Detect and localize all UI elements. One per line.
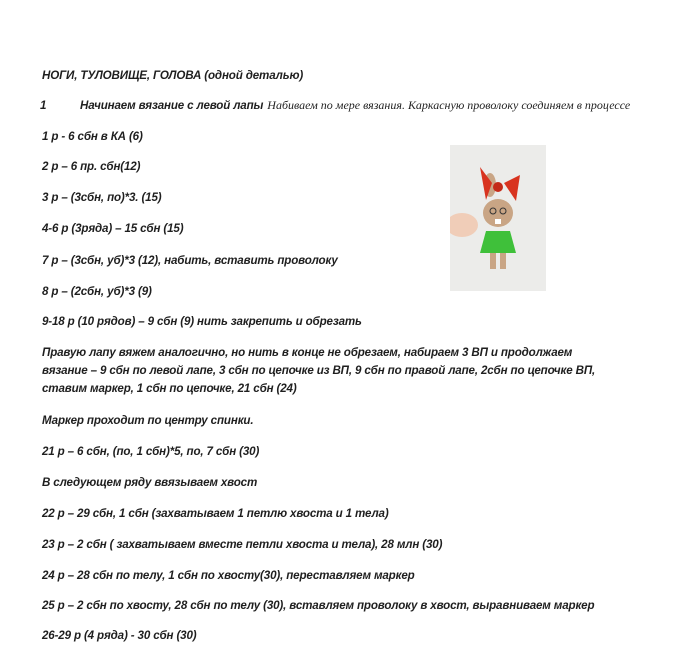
row-line: 2 р – 6 пр. сбн(12)	[42, 160, 141, 173]
row-line: 26-29 р (4 ряда) - 30 сбн (30)	[42, 629, 197, 642]
row-line: 7 р – (3сбн, уб)*3 (12), набить, вставить проволоку	[42, 254, 338, 267]
step-note: Набиваем по мере вязания. Каркасную проволоку соединяем в процессе	[267, 98, 631, 112]
row-line: Маркер проходит по центру спинки.	[42, 414, 254, 427]
row-line: В следующем ряду ввязываем хвост	[42, 476, 258, 489]
row-line: 22 р – 29 сбн, 1 сбн (захватываем 1 петлю хвоста и 1 тела)	[42, 507, 389, 520]
row-line: 1 р - 6 сбн в КА (6)	[42, 130, 143, 143]
paragraph-line: Правую лапу вяжем аналогично, но нить в конце не обрезаем, набираем 3 ВП и продолжаем	[42, 346, 573, 359]
step-number: 1	[40, 99, 47, 112]
row-line: 4-6 р (3ряда) – 15 сбн (15)	[42, 222, 184, 235]
row-line: 21 р – 6 сбн, (по, 1 сбн)*5, по, 7 сбн (30)	[42, 445, 260, 458]
row-line: 3 р – (3сбн, по)*3. (15)	[42, 191, 162, 204]
toy-photo	[450, 145, 546, 291]
paragraph-line: ставим маркер, 1 сбн по цепочке, 21 сбн (24)	[42, 382, 297, 395]
row-line: 9-18 р (10 рядов) – 9 сбн (9) нить закрепить и обрезать	[42, 315, 362, 328]
section-title: НОГИ, ТУЛОВИЩЕ, ГОЛОВА (одной деталью)	[42, 69, 304, 82]
row-line: 24 р – 28 сбн по телу, 1 сбн по хвосту(30), переставляем маркер	[42, 569, 415, 582]
step-heading: Начинаем вязание с левой лапы	[80, 99, 264, 112]
row-line: 25 р – 2 сбн по хвосту, 28 сбн по телу (30), вставляем проволоку в хвост, выравниваем маркер	[42, 599, 595, 612]
row-line: 23 р – 2 сбн ( захватываем вместе петли хвоста и тела), 28 млн (30)	[42, 538, 443, 551]
crochet-bunny-image	[450, 145, 546, 291]
intro-line	[22, 98, 630, 113]
paragraph-line: вязание – 9 сбн по левой лапе, 3 сбн по цепочке из ВП, 9 сбн по правой лапе, 2сбн по цепочке ВП,	[42, 364, 596, 377]
row-line: 8 р – (2сбн, уб)*3 (9)	[42, 285, 152, 298]
